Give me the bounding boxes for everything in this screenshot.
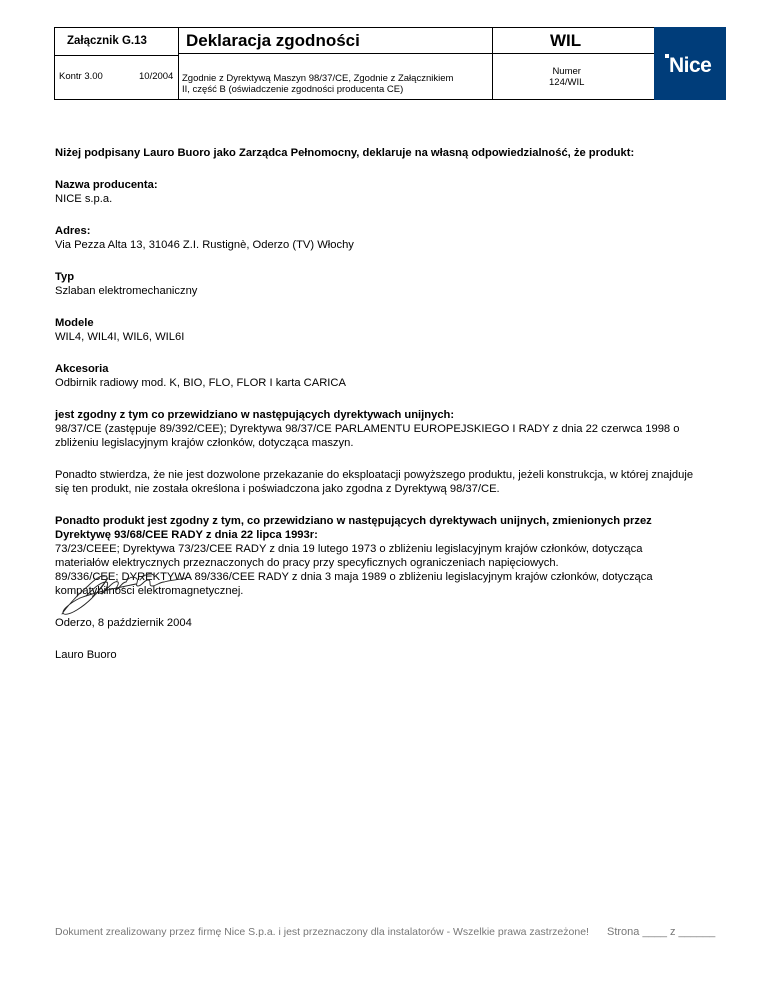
nice-logo bbox=[654, 27, 726, 100]
compliance-section bbox=[55, 408, 725, 450]
annex-label: Załącznik G.13 bbox=[67, 35, 147, 47]
further-line: 89/336/CEE; DYREKTYWA 89/336/CEE RADY z dnia 3 maja 1989 o zbliżeniu legislacyjnym krajów członków, dotycząca bbox=[55, 571, 653, 583]
field-value: Odbirnik radiowy mod. K, BIO, FLO, FLOR I karta CARICA bbox=[55, 377, 346, 389]
field-value: Via Pezza Alta 13, 31046 Z.I. Rustignè, Oderzo (TV) Włochy bbox=[55, 239, 354, 251]
product-code: WIL bbox=[550, 31, 582, 50]
revision-date: 10/2004 bbox=[139, 71, 174, 82]
compliance-line: zbliżeniu legislacyjnym krajów członków, dotycząca maszyn. bbox=[55, 437, 354, 449]
field-label: Adres: bbox=[55, 225, 91, 237]
statement-section bbox=[55, 468, 725, 496]
directive-reference bbox=[182, 73, 453, 95]
manufacturer-field bbox=[55, 178, 725, 206]
further-line: materiałów elektrycznych przeznaczonych do pracy przy specyficznych ograniczeniach napięciowych. bbox=[55, 557, 559, 569]
directive-reference-line: II, część B (oświadczenie zgodności producenta CE) bbox=[182, 84, 404, 95]
document-title: Deklaracja zgodności bbox=[186, 31, 360, 50]
field-label: Typ bbox=[55, 271, 75, 283]
statement-line: Ponadto stwierdza, że nie jest dozwolone przekazanie do eksploatacji powyższego produktu, jeżeli konstrukcja, w której znajduje bbox=[55, 469, 694, 481]
models-field bbox=[55, 316, 725, 344]
page-number: Strona ____ z ______ bbox=[607, 926, 716, 938]
accessories-field bbox=[55, 362, 725, 390]
further-heading: Ponadto produkt jest zgodny z tym, co przewidziano w następujących dyrektywach unijnych, zmienionych przez bbox=[55, 515, 652, 527]
footer-notice: Dokument zrealizowany przez firmę Nice S.p.a. i jest przeznaczony dla instalatorów - Wszelkie prawa zastrzeżone! bbox=[55, 926, 589, 938]
further-line: 73/23/CEEE; Dyrektywa 73/23/CEE RADY z dnia 19 lutego 1973 o zbliżeniu legislacyjnym krajów członków, dotycząca bbox=[55, 543, 643, 555]
compliance-heading: jest zgodny z tym co przewidziano w następujących dyrektywach unijnych: bbox=[55, 409, 455, 421]
compliance-line: 98/37/CE (zastępuje 89/392/CEE); Dyrektywa 98/37/CE PARLAMENTU EUROPEJSKIEGO I RADY z dnia 22 czerwca 1998 o bbox=[55, 423, 680, 435]
further-line: kompatybilności elektromagnetycznej. bbox=[55, 585, 244, 597]
number-value: 124/WIL bbox=[549, 77, 585, 88]
field-label: Nazwa producenta: bbox=[55, 179, 158, 191]
place-date: Oderzo, 8 październik 2004 bbox=[55, 617, 192, 629]
logo-wordmark: Nice bbox=[669, 54, 712, 77]
address-field bbox=[55, 224, 725, 252]
header-divider bbox=[178, 28, 179, 99]
header-divider bbox=[55, 55, 178, 56]
field-value: WIL4, WIL4I, WIL6, WIL6I bbox=[55, 331, 185, 343]
number-label: Numer bbox=[552, 66, 581, 77]
contract-label: Kontr 3.00 bbox=[59, 71, 103, 82]
field-label: Akcesoria bbox=[55, 363, 109, 375]
directive-reference-line: Zgodnie z Dyrektywą Maszyn 98/37/CE, Zgodnie z Załącznikiem bbox=[182, 73, 454, 84]
field-label: Modele bbox=[55, 317, 94, 329]
statement-line: się ten produkt, nie została określona i poświadczona jako zgodna z Dyrektywą 98/37/CE. bbox=[55, 483, 500, 495]
document-header bbox=[54, 27, 725, 100]
further-heading: Dyrektywę 93/68/CEE RADY z dnia 22 lipca 1993r: bbox=[55, 529, 318, 541]
field-value: NICE s.p.a. bbox=[55, 193, 113, 205]
header-divider bbox=[492, 28, 493, 99]
intro-statement: Niżej podpisany Lauro Buoro jako Zarządca Pełnomocny, deklaruje na własną odpowiedzialność, że produkt: bbox=[55, 147, 635, 159]
handwritten-signature bbox=[56, 568, 196, 620]
document-number bbox=[549, 66, 584, 88]
type-field bbox=[55, 270, 725, 298]
signatory-name: Lauro Buoro bbox=[55, 649, 117, 661]
field-value: Szlaban elektromechaniczny bbox=[55, 285, 198, 297]
header-divider bbox=[178, 53, 655, 54]
